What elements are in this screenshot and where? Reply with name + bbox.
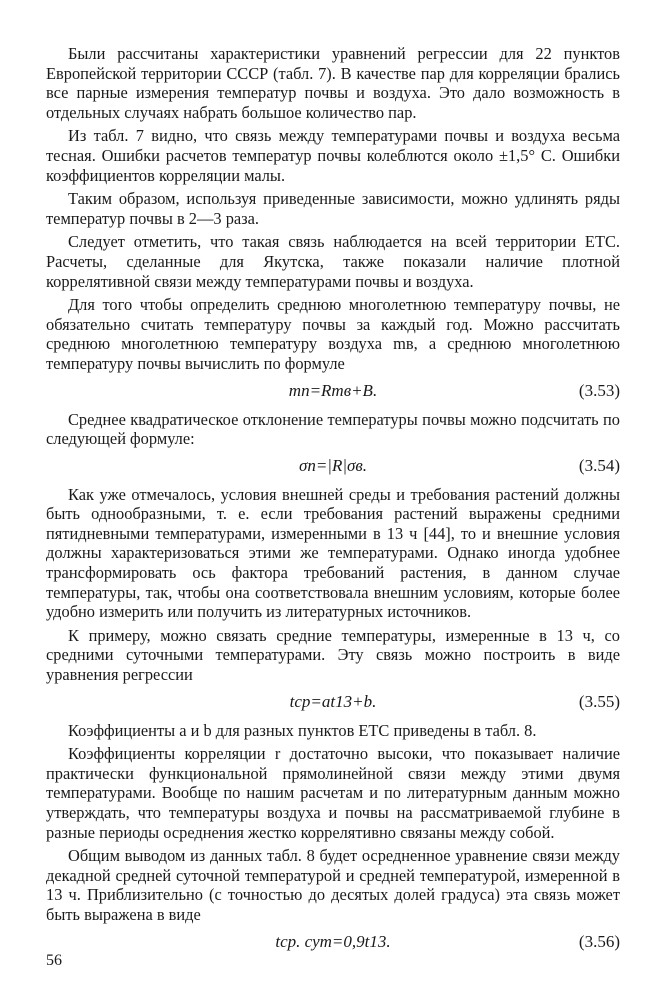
formula-3-54 (46, 453, 620, 479)
formula-expression: mп=Rmв+B. (288, 380, 378, 400)
paragraph: Из табл. 7 видно, что связь между температурами почвы и воздуха весьма тесная. Ошибки расчетов температур почвы колеблются около ±1,5° С. Ошибки коэффициентов корреляции малы. (46, 126, 620, 185)
page-text (46, 44, 620, 961)
formula-expression: tср. сут=0,9t13. (275, 931, 391, 951)
formula-3-56 (46, 929, 620, 955)
paragraph: Следует отметить, что такая связь наблюдается на всей территории ЕТС. Расчеты, сделанные для Якутска, также показали наличие плотной коррелятивной связи между температурами почвы и воздуха. (46, 232, 620, 291)
paragraph: Были рассчитаны характеристики уравнений регрессии для 22 пунктов Европейской территории СССР (табл. 7). В качестве пар для корреляции брались все парные измерения температур почвы и воздуха. Это дало возможность в отдельных случаях набрать большое количество пар. (46, 44, 620, 122)
formula-number: (3.53) (578, 380, 620, 400)
formula-expression: σп=|R|σв. (298, 455, 368, 475)
formula-number: (3.54) (578, 455, 620, 475)
formula-expression: tср=at13+b. (289, 691, 377, 711)
paragraph: Для того чтобы определить среднюю многолетнюю температуру почвы, не обязательно считать температуру почвы за каждый год. Можно рассчитать среднюю многолетнюю температуру воздуха mв, а среднюю многолетнюю температуру почвы вычислить по формуле (46, 295, 620, 373)
paragraph: Общим выводом из данных табл. 8 будет осредненное уравнение связи между декадной средней суточной температурой и средней температурой, измеренной в 13 ч. Приблизительно (с точностью до десятых долей градуса) эта связь может быть выражена в виде (46, 846, 620, 924)
formula-number: (3.56) (578, 931, 620, 951)
paragraph: Коэффициенты корреляции r достаточно высоки, что показывает наличие практически функциональной прямолинейной связи между этими двумя температурами. Вообще по нашим расчетам и по литературным данным можно утверждать, что температуры воздуха и почвы на рассматриваемой глубине в разные периоды осреднения жестко коррелятивно связаны между собой. (46, 744, 620, 842)
formula-3-55 (46, 689, 620, 715)
paragraph: Таким образом, используя приведенные зависимости, можно удлинять ряды температур почвы в 2—3 раза. (46, 189, 620, 228)
paragraph: Среднее квадратическое отклонение температуры почвы можно подсчитать по следующей формуле: (46, 409, 620, 449)
paragraph: К примеру, можно связать средние температуры, измеренные в 13 ч, со средними суточными температурами. Эту связь можно построить в виде уравнения регрессии (46, 625, 620, 685)
paragraph: Коэффициенты a и b для разных пунктов ЕТС приведены в табл. 8. (68, 720, 537, 740)
formula-number: (3.55) (578, 691, 620, 711)
page-number: 56 (46, 952, 62, 969)
paragraph: Как уже отмечалось, условия внешней среды и требования растений должны быть однообразными, т. е. если требования растений выражены средними пятидневными температурами, измеренными в 13 ч [44], то и внешние условия должны характеризоваться этими же температурами. Однако иногда удобнее трансформировать ось фактора требований растения, в данном случае температуры, так, чтобы она соответствовала внешним условиям, которые более удобно измерить или получить из литературных источников. (46, 484, 620, 622)
formula-3-53 (46, 378, 620, 404)
